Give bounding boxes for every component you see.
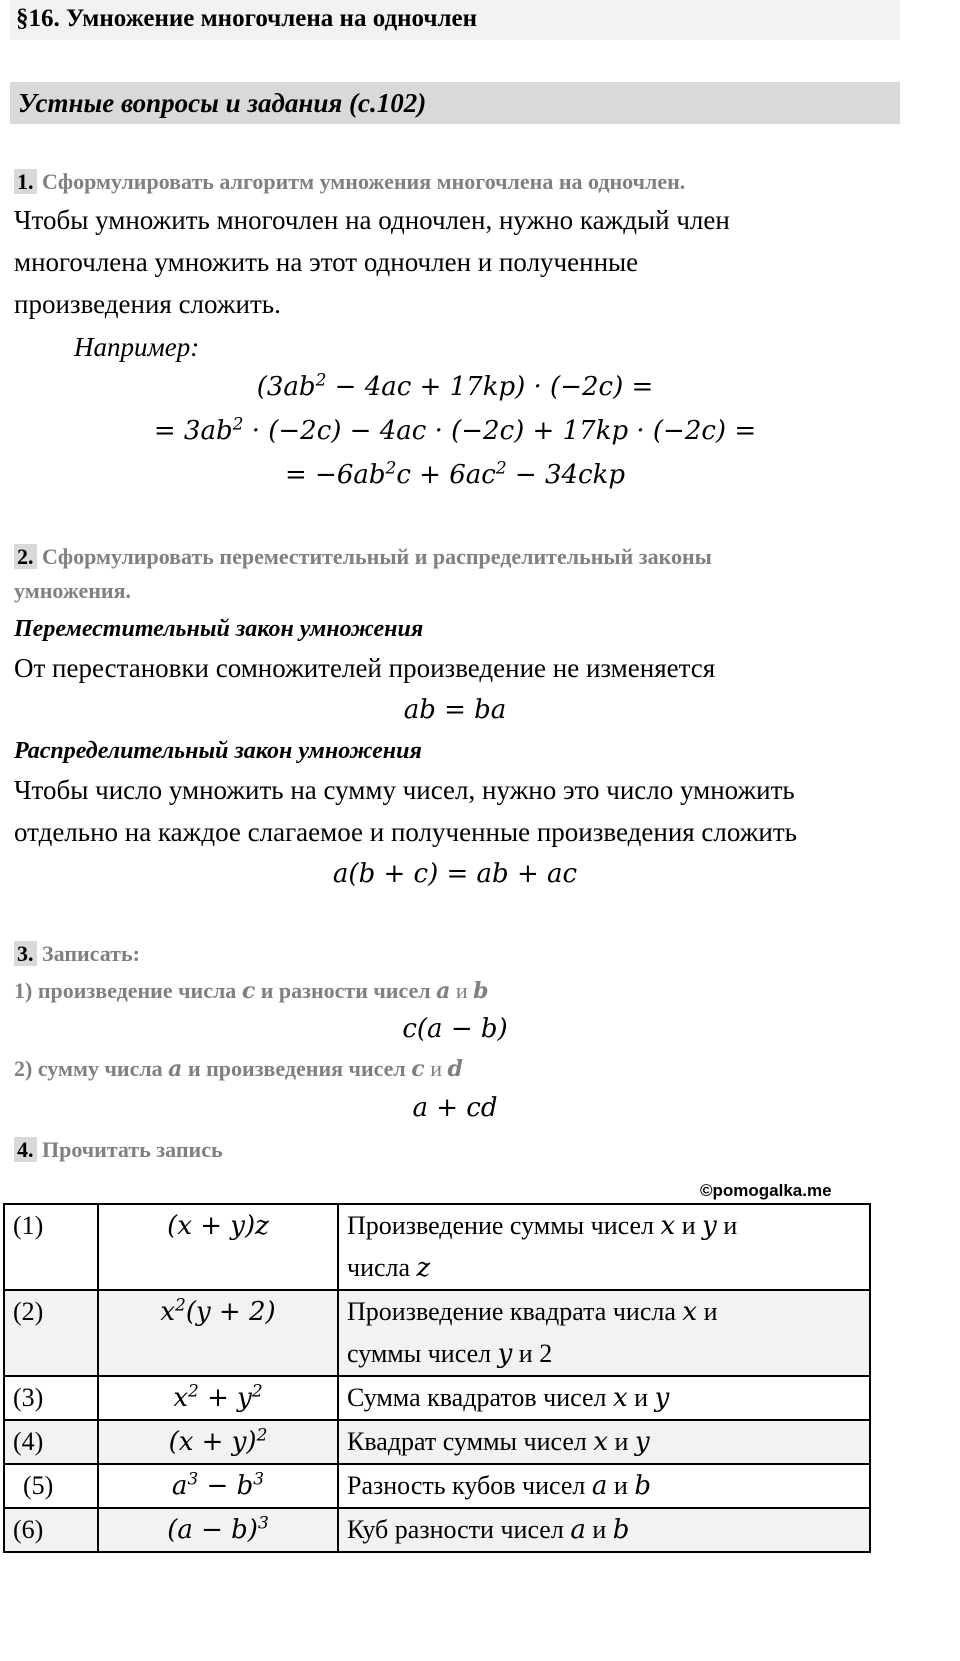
question-text: Прочитать запись — [42, 1137, 223, 1162]
law-text: отдельно на каждое слагаемое и полученные произведения сложить — [14, 817, 797, 847]
table-row — [4, 1204, 870, 1290]
question-text: Записать: — [42, 941, 140, 966]
description-cell: Сумма квадратов чисел x и y — [338, 1376, 870, 1420]
description-cell: Куб разности чисел a и b — [338, 1508, 870, 1552]
question-number: 3. — [14, 941, 37, 966]
answer-line: многочлена умножить на этот одночлен и полученные — [14, 247, 639, 277]
task-item: 1) произведение числа c и разности чисел a и b — [14, 978, 489, 1004]
expressions-table — [3, 1203, 871, 1553]
question-3 — [14, 940, 140, 968]
row-number: (5) — [4, 1464, 98, 1508]
expression-cell: $x^2 + y^2$ — [98, 1376, 338, 1420]
formula-line: = $-6ab^2c + 6ac^2 - 34ckp$ — [284, 458, 626, 490]
question-2 — [14, 543, 712, 571]
formula-line: c(a − b) — [402, 1014, 508, 1044]
expression-cell: $(a - b)^3$ — [98, 1508, 338, 1552]
answer-line: произведения сложить. — [14, 289, 281, 319]
table-row — [4, 1376, 870, 1420]
subsection-title: Устные вопросы и задания (с.102) — [10, 82, 900, 124]
task-item: 2) сумму числа a и произведения чисел c и d — [14, 1056, 463, 1082]
formula-line: = $3ab^2 \cdot (-2c) - 4ac \cdot (-2c) + 17kp \cdot (-2c)$ = — [153, 414, 757, 446]
question-text-cont: умножения. — [14, 578, 132, 603]
formula-line: a(b + c) = ab + ac — [332, 859, 578, 889]
row-number: (2) — [4, 1290, 98, 1376]
question-text: Сформулировать переместительный и распределительный законы — [42, 544, 712, 569]
expression-cell: $x^2(y + 2)$ — [98, 1290, 338, 1376]
expression-cell: (x + y)z — [98, 1204, 338, 1290]
watermark: ©pomogalka.me — [700, 1181, 832, 1200]
row-number: (3) — [4, 1376, 98, 1420]
row-number: (6) — [4, 1508, 98, 1552]
description-cell: Разность кубов чисел a и b — [338, 1464, 870, 1508]
formula-line: $(3ab^2 - 4ac + 17kp) \cdot (-2c)$ = — [256, 370, 654, 402]
law-title: Распределительный закон умножения — [14, 738, 422, 764]
section-title: §16. Умножение многочлена на одночлен — [10, 0, 900, 40]
example-label: Например: — [74, 332, 200, 362]
law-text: От перестановки сомножителей произведение не изменяется — [14, 653, 716, 683]
expression-cell: $a^3 - b^3$ — [98, 1464, 338, 1508]
description-cell: Произведение суммы чисел x и y и числа z — [338, 1204, 870, 1290]
question-4 — [14, 1136, 223, 1164]
table-row — [4, 1420, 870, 1464]
table-row — [4, 1464, 870, 1508]
answer-line: Чтобы умножить многочлен на одночлен, нужно каждый член — [14, 205, 730, 235]
row-number: (1) — [4, 1204, 98, 1290]
row-number: (4) — [4, 1420, 98, 1464]
law-text: Чтобы число умножить на сумму чисел, нужно это число умножить — [14, 775, 795, 805]
question-number: 2. — [14, 544, 37, 569]
formula-line: a + cd — [412, 1093, 498, 1123]
table-row — [4, 1290, 870, 1376]
table-row — [4, 1508, 870, 1552]
description-cell: Произведение квадрата числа x и суммы чисел y и 2 — [338, 1290, 870, 1376]
question-text: Сформулировать алгоритм умножения многочлена на одночлен. — [42, 169, 686, 194]
expression-cell: $(x + y)^2$ — [98, 1420, 338, 1464]
question-number: 1. — [14, 169, 37, 194]
question-number: 4. — [14, 1137, 37, 1162]
description-cell: Квадрат суммы чисел x и y — [338, 1420, 870, 1464]
question-1 — [14, 168, 685, 196]
law-title: Переместительный закон умножения — [14, 616, 424, 642]
formula-line: ab = ba — [403, 695, 507, 725]
